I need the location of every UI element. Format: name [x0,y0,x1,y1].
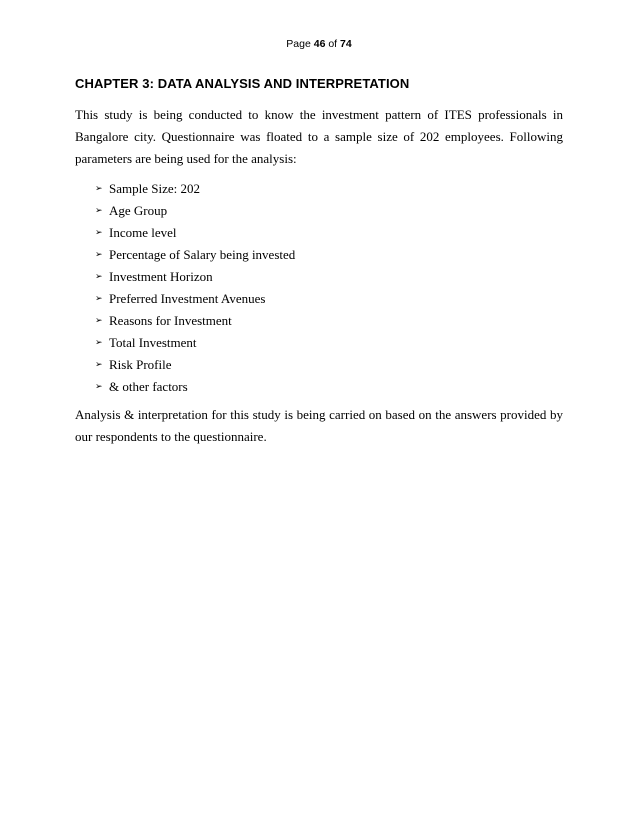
arrow-bullet-icon: ➢ [95,206,103,216]
page-total: 74 [340,38,352,50]
arrow-bullet-icon: ➢ [95,272,103,282]
chapter-title: CHAPTER 3: DATA ANALYSIS AND INTERPRETATION [75,76,410,91]
list-item [95,354,563,376]
list-item [95,178,563,200]
page-content [75,74,563,448]
list-item-label: & other factors [109,379,188,394]
list-item-label: Reasons for Investment [109,313,232,328]
list-item-label: Sample Size: 202 [109,181,200,196]
list-item-label: Risk Profile [109,357,172,372]
list-item-label: Percentage of Salary being invested [109,247,296,262]
list-item [95,376,563,398]
intro-paragraph: This study is being conducted to know the investment pattern of ITES professionals in Bangalore city. Questionnaire was floated to a sample size of 202 employees. Following parameters are being used for the analysis: [75,107,563,166]
list-item-label: Investment Horizon [109,269,213,284]
list-item [95,288,563,310]
list-item [95,222,563,244]
arrow-bullet-icon: ➢ [95,184,103,194]
list-item-label: Total Investment [109,335,197,350]
arrow-bullet-icon: ➢ [95,250,103,260]
page-current: 46 [313,38,326,50]
page-of: of [325,38,341,50]
arrow-bullet-icon: ➢ [95,294,103,304]
list-item [95,332,563,354]
arrow-bullet-icon: ➢ [95,338,103,348]
parameter-list [75,178,563,398]
page-prefix: Page [286,38,314,50]
page-number [0,37,638,51]
list-item-label: Age Group [109,203,168,218]
list-item [95,266,563,288]
arrow-bullet-icon: ➢ [95,228,103,238]
arrow-bullet-icon: ➢ [95,316,103,326]
closing-paragraph: Analysis & interpretation for this study is being carried on based on the answers provided by our respondents to the questionnaire. [75,407,563,444]
list-item-label: Preferred Investment Avenues [109,291,266,306]
list-item [95,310,563,332]
list-item-label: Income level [109,225,177,240]
list-item [95,244,563,266]
arrow-bullet-icon: ➢ [95,360,103,370]
arrow-bullet-icon: ➢ [95,382,103,392]
list-item [95,200,563,222]
